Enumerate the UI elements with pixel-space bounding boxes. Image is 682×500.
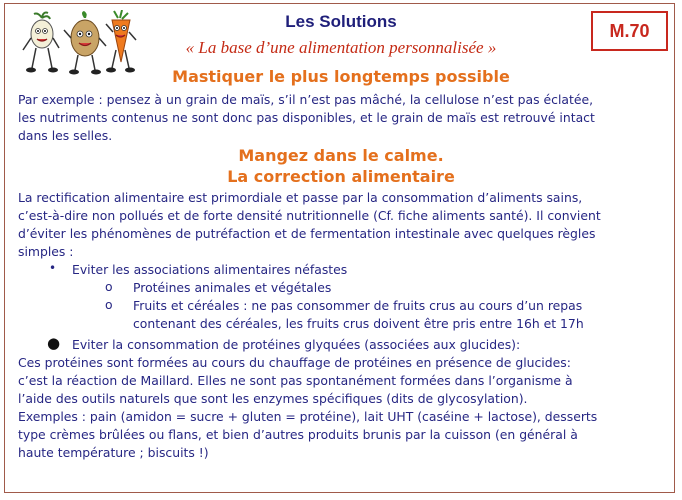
paragraph-line: dans les selles. [18,128,113,143]
page-title: Les Solutions [285,12,397,31]
list-item-associations: Eviter les associations alimentaires néfastes [72,262,348,277]
circle-bullet-icon: o [105,279,113,294]
section-heading-mastiquer: Mastiquer le plus longtemps possible [172,67,510,86]
paragraph-line: les nutriments contenus ne sont donc pas disponibles, et le grain de maïs est retrouvé intact [18,110,595,125]
section-heading-correction: La correction alimentaire [227,167,455,186]
bullet-dot-icon: • [49,261,57,275]
section1-paragraph [18,91,670,145]
paragraph-line: l’aide des outils naturels que sont les enzymes spécifiques (dits de glycosylation). [18,391,528,406]
sublist-item-fruits-cont: contenant des céréales, les fruits crus doivent être pris entre 16h et 17h [133,316,584,331]
paragraph-line: Exemples : pain (amidon = sucre + gluten = protéine), lait UHT (caséine + lactose), desserts [18,409,598,424]
paragraph-line: d’éviter les phénomènes de putréfaction et de fermentation intestinale avec quelques règles [18,226,596,241]
section2-maillard-paragraph [18,354,670,462]
section-heading-calme: Mangez dans le calme. [238,146,444,165]
sublist-item-proteines: Protéines animales et végétales [133,280,332,295]
paragraph-line: c’est-à-dire non pollués et de forte densité nutritionnelle (Cf. fiche aliments santé). Il convient [18,208,601,223]
paragraph-line: La rectification alimentaire est primordiale et passe par la consommation d’aliments sains, [18,190,583,205]
section2-paragraph [18,189,670,261]
list-item-proteines-glyquees: Eviter la consommation de protéines glyquées (associées aux glucides): [72,337,521,352]
document-code-badge: M.70 [591,11,668,51]
paragraph-line: Par exemple : pensez à un grain de maïs, s’il n’est pas mâché, la cellulose n’est pas éclatée, [18,92,594,107]
page-subtitle: « La base d’une alimentation personnalisée » [185,38,497,57]
paragraph-line: type crèmes brûlées ou flans, et bien d’autres produits brunis par la cuisson (en général à [18,427,578,442]
sublist-item-fruits: Fruits et céréales : ne pas consommer de fruits crus au cours d’un repas [133,298,583,313]
paragraph-line: Ces protéines sont formées au cours du chauffage de protéines en présence de glucides: [18,355,571,370]
paragraph-line: c’est la réaction de Maillard. Elles ne sont pas spontanément formées dans l’organisme à [18,373,573,388]
paragraph-line: simples : [18,244,74,259]
circle-bullet-icon: o [105,297,113,312]
bullet-dot-icon: ● [47,334,61,352]
paragraph-line: haute température ; biscuits !) [18,445,209,460]
